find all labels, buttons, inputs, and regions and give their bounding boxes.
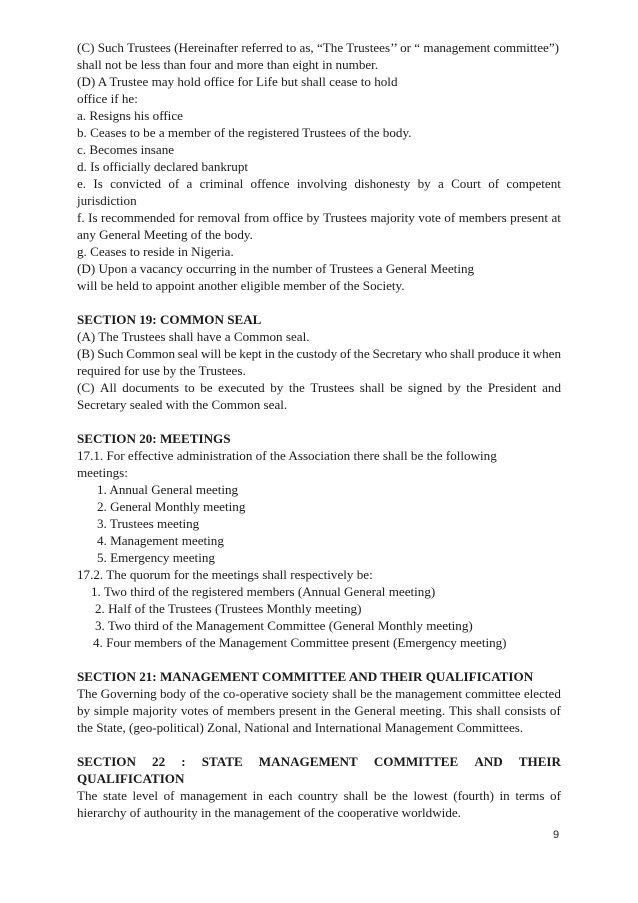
meeting-list-item: 1. Annual General meeting [97,482,239,497]
section21-line3: the State, (geo-political) Zonal, National and International Management Committees. [77,720,524,735]
trustees-item-d: d. Is officially declared bankrupt [77,159,249,174]
meeting-list-item: 5. Emergency meeting [97,550,215,565]
trustees-item-c: c. Becomes insane [77,142,175,157]
section21-heading: SECTION 21: MANAGEMENT COMMITTEE AND THEIR QUALIFICATION [77,669,534,684]
quorum-list-item: 3. Two third of the Management Committee (General Monthly meeting) [95,618,473,633]
section22-heading-line1: SECTION 22 : STATE MANAGEMENT COMMITTEE AND THEIR [77,754,561,769]
section19-heading: SECTION 19: COMMON SEAL [77,312,262,327]
trustees-d2-line1: (D) Upon a vacancy occurring in the number of Trustees a General Meeting [77,261,475,276]
section20-heading: SECTION 20: MEETINGS [77,431,231,446]
section22-heading-line2: QUALIFICATION [77,771,185,786]
section19-c-line1: (C) All documents to be executed by the Trustees shall be signed by the President and [77,380,561,395]
trustees-item-e-line2: jurisdiction [77,193,137,208]
trustees-d-line2: office if he: [77,91,138,106]
quorum-list-item: 2. Half of the Trustees (Trustees Monthly meeting) [95,601,362,616]
section20-intro-line2: meetings: [77,465,128,480]
section19-c-line2: Secretary sealed with the Common seal. [77,397,288,412]
quorum-list-item: 1. Two third of the registered members (Annual General meeting) [91,584,436,599]
trustees-item-e-line1: e. Is convicted of a criminal offence involving dishonesty by a Court of competent [77,176,561,191]
trustees-c-line1: (C) Such Trustees (Hereinafter referred to as, “The Trustees’’ or “ management committee”) [77,40,559,55]
trustees-item-f-line2: any General Meeting of the body. [77,227,253,242]
section21-line1: The Governing body of the co-operative society shall be the management committee elected [77,686,561,701]
page-number: 9 [553,829,560,841]
quorum-list-item: 4. Four members of the Management Committee present (Emergency meeting) [93,635,507,650]
section22-line1: The state level of management in each country shall be the lowest (fourth) in terms of [77,788,561,803]
trustees-item-f-line1: f. Is recommended for removal from office by Trustees majority vote of members present at [77,210,561,225]
meeting-list-item: 3. Trustees meeting [97,516,200,531]
trustees-d2-line2: will be held to appoint another eligible member of the Society. [77,278,405,293]
meeting-list-item: 2. General Monthly meeting [97,499,246,514]
trustees-item-g: g. Ceases to reside in Nigeria. [77,244,234,259]
meeting-list-item: 4. Management meeting [97,533,224,548]
section19-b-line2: required for use by the Trustees. [77,363,246,378]
section19-b-line1: (B) Such Common seal will be kept in the custody of the Secretary who shall produce it when [77,346,561,361]
trustees-item-a: a. Resigns his office [77,108,183,123]
section19-a: (A) The Trustees shall have a Common seal. [77,329,310,344]
section22-line2: hierarchy of authourity in the management of the cooperative worldwide. [77,805,461,820]
section20-intro-line1: 17.1. For effective administration of the Association there shall be the following [77,448,497,463]
trustees-c-line2: shall not be less than four and more than eight in number. [77,57,379,72]
trustees-d-line1: (D) A Trustee may hold office for Life but shall cease to hold [77,74,398,89]
trustees-item-b: b. Ceases to be a member of the registered Trustees of the body. [77,125,412,140]
section20-quorum-intro: 17.2. The quorum for the meetings shall respectively be: [77,567,373,582]
section21-line2: by simple majority votes of members present in the General meeting. This shall consists of [77,703,561,718]
